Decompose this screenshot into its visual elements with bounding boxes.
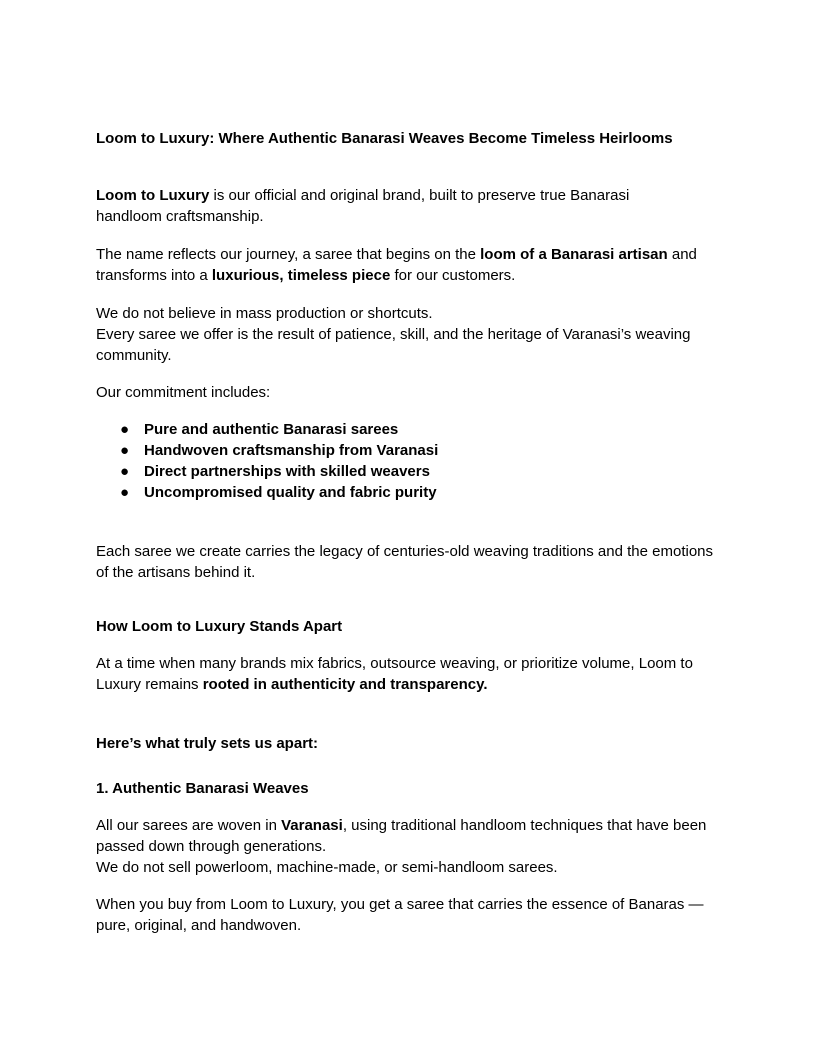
list-item: [96, 482, 438, 503]
legacy-paragraph: Each saree we create carries the legacy of centuries-old weaving traditions and the emotions of the artisans behind it.: [96, 543, 713, 581]
weaves-bold-varanasi: Varanasi: [281, 817, 343, 834]
weaves-part1: All our sarees are woven in: [96, 817, 282, 834]
bullet-icon: ●: [120, 421, 130, 438]
commitment-list: [96, 419, 438, 503]
weaves-paragraph: [96, 815, 726, 878]
intro-paragraph-journey: [96, 244, 726, 286]
intro-3-line1: We do not believe in mass production or shortcuts.: [96, 305, 433, 322]
bullet-icon: ●: [120, 484, 130, 501]
brand-name-bold: Loom to Luxury: [96, 187, 210, 204]
intro-2-part2: and transforms into a: [96, 246, 697, 284]
weaves-part2: , using traditional handloom techniques that have been passed down through generations.: [96, 817, 707, 855]
intro-1-text: is our official and original brand, built to preserve true Banarasi handloom craftsmanship.: [96, 187, 630, 225]
commitment-label: Our commitment includes:: [96, 384, 271, 401]
intro-2-bold2: luxurious, timeless piece: [211, 267, 391, 284]
intro-2-part1: The name reflects our journey, a saree that begins on the: [96, 246, 481, 263]
intro-2-part3: for our customers.: [390, 267, 516, 284]
stands-apart-paragraph: [96, 653, 726, 695]
intro-paragraph-philosophy: [96, 303, 726, 366]
bullet-icon: ●: [120, 463, 130, 480]
intro-3-line2: Every saree we offer is the result of patience, skill, and the heritage of Varanasi’s weaving community.: [96, 326, 691, 364]
intro-paragraph-brand: [96, 185, 696, 227]
list-item-text: Handwoven craftsmanship from Varanasi: [144, 442, 439, 459]
apart-body-bold: rooted in authenticity and transparency.: [202, 676, 488, 693]
list-item: [96, 419, 438, 440]
list-item: [96, 461, 438, 482]
intro-2-bold1: loom of a Banarasi artisan: [480, 246, 668, 263]
list-item-text: Pure and authentic Banarasi sarees: [144, 421, 399, 438]
list-item-text: Uncompromised quality and fabric purity: [144, 484, 437, 501]
section-heading-sets-apart: Here’s what truly sets us apart:: [96, 735, 319, 752]
list-item-text: Direct partnerships with skilled weavers: [144, 463, 430, 480]
list-item: [96, 440, 438, 461]
document-title: Loom to Luxury: Where Authentic Banarasi Weaves Become Timeless Heirlooms: [96, 130, 673, 147]
bullet-icon: ●: [120, 442, 130, 459]
apart-body-text: At a time when many brands mix fabrics, outsource weaving, or prioritize volume, Loom to Luxury remains: [96, 655, 693, 693]
subheading-authentic-weaves: 1. Authentic Banarasi Weaves: [96, 780, 309, 797]
section-heading-stands-apart: How Loom to Luxury Stands Apart: [96, 618, 343, 635]
weaves-line2: We do not sell powerloom, machine-made, or semi-handloom sarees.: [96, 859, 558, 876]
weaves-buy-paragraph: When you buy from Loom to Luxury, you get a saree that carries the essence of Banaras — pure, original, and handwoven.: [96, 896, 704, 934]
